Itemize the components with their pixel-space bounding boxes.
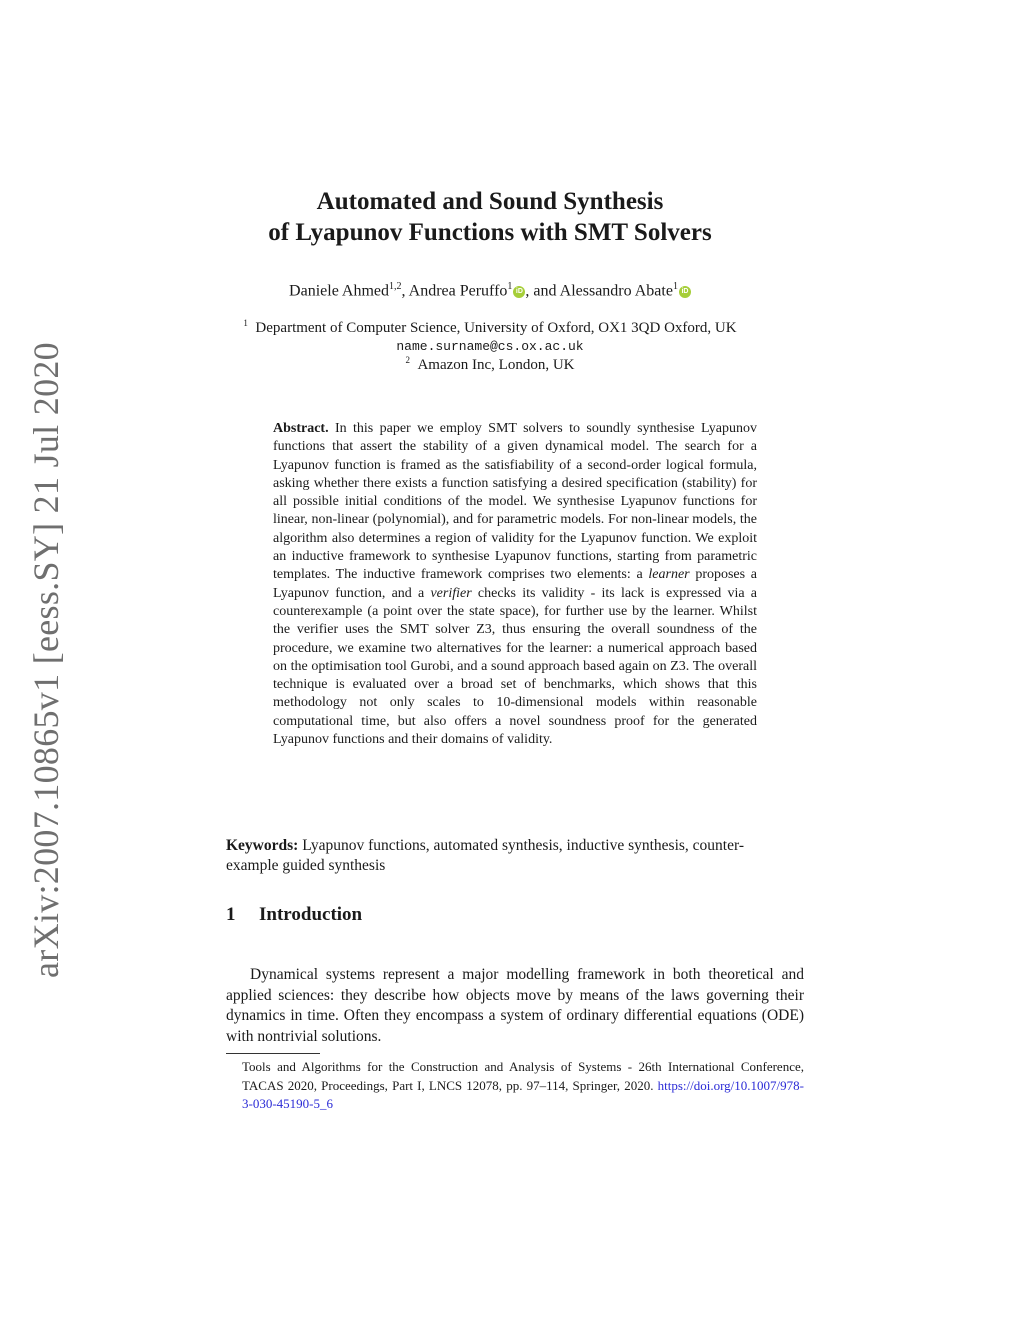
author-separator: , and [525, 282, 560, 300]
footnote-text: Tools and Algorithms for the Construction and Analysis of Systems - 26th International Conference, TACAS 2020, Proceedings, Part I, LNCS 12078, pp. 97–114, Springer, 2020. [242, 1059, 804, 1093]
footnote [242, 1058, 804, 1114]
abstract-text: proposes a Lyapunov function, and a [273, 567, 757, 601]
abstract [273, 420, 757, 749]
author-email: name.surname@cs.ox.ac.uk [396, 339, 584, 354]
abstract-label: Abstract. [273, 421, 329, 436]
affiliation-number: 2 [405, 355, 410, 365]
author-separator: , [401, 282, 409, 300]
affiliation-number: 1 [243, 318, 248, 328]
abstract-emphasis: verifier [430, 585, 472, 601]
affiliation-text: Amazon Inc, London, UK [417, 357, 575, 373]
affiliation-oxford [180, 318, 800, 337]
orcid-icon[interactable]: iD [513, 286, 525, 298]
affiliation-amazon [180, 355, 800, 374]
author-affiliation-mark: 1,2 [389, 281, 402, 292]
orcid-icon[interactable]: iD [679, 286, 691, 298]
paper-title-line-2: of Lyapunov Functions with SMT Solvers [268, 219, 712, 246]
footnote-divider [226, 1053, 320, 1054]
section-title: Introduction [259, 904, 363, 925]
introduction-paragraph: Dynamical systems represent a major modelling framework in both theoretical and applied sciences: they describe how objects move by means of the laws governing their dynamics in time. Often they encompass a system of ordinary differential equations (ODE) with nontrivial solutions. [226, 966, 804, 1045]
keywords [226, 836, 780, 876]
author-affiliation-mark: 1 [507, 281, 513, 292]
author-name: Daniele Ahmed [289, 282, 390, 300]
abstract-emphasis: learner [648, 567, 690, 583]
abstract-text: checks its validity - its lack is expressed via a counterexample (a point over the state space), for further use by the learner. Whilst the verifier uses the SMT solver Z3, thus ensuring the overall soundness of the procedure, we examine two alternatives for the learner: a numerical approach based on the optimisation tool Gurobi, and a sound approach based again on Z3. The overall technique is evaluated over a broad set of benchmarks, which shows that this methodology not only scales to 10-dimensional models within reasonable computational time, but also offers a novel soundness proof for the generated Lyapunov functions and their domains of validity. [273, 585, 758, 748]
keywords-text: Lyapunov functions, automated synthesis, inductive synthesis, counter-example guided synthesis [226, 837, 744, 874]
keywords-label: Keywords: [226, 837, 299, 854]
affiliation-text: Department of Computer Science, University of Oxford, OX1 3QD Oxford, UK [255, 320, 737, 336]
author-name: Alessandro Abate [559, 282, 673, 300]
section-heading [226, 904, 362, 926]
paper-title-line-1: Automated and Sound Synthesis [316, 188, 664, 215]
author-affiliation-mark: 1 [672, 281, 678, 292]
doi-link[interactable]: https://doi.org/10.1007/978-3-030-45190-5_6 [242, 1077, 804, 1111]
section-number: 1 [226, 904, 236, 925]
author-name: Andrea Peruffo [408, 282, 508, 300]
abstract-text: In this paper we employ SMT solvers to soundly synthesise Lyapunov functions that assert the stability of a given dynamical model. The search for a Lyapunov function is framed as the satisfiability of a second-order logical formula, asking whether there exists a function satisfying a desired specification (stability) for all possible initial conditions of the model. We synthesise Lyapunov functions for linear, non-linear (polynomial), and for parametric models. For non-linear models, the algorithm also determines a region of validity for the Lyapunov function. We exploit an inductive framework to synthesise Lyapunov functions, starting from parametric templates. The inductive framework comprises two elements: a [273, 421, 757, 583]
arxiv-identifier: arXiv:2007.10865v1 [eess.SY] 21 Jul 2020 [26, 342, 66, 978]
author-list [180, 281, 800, 300]
